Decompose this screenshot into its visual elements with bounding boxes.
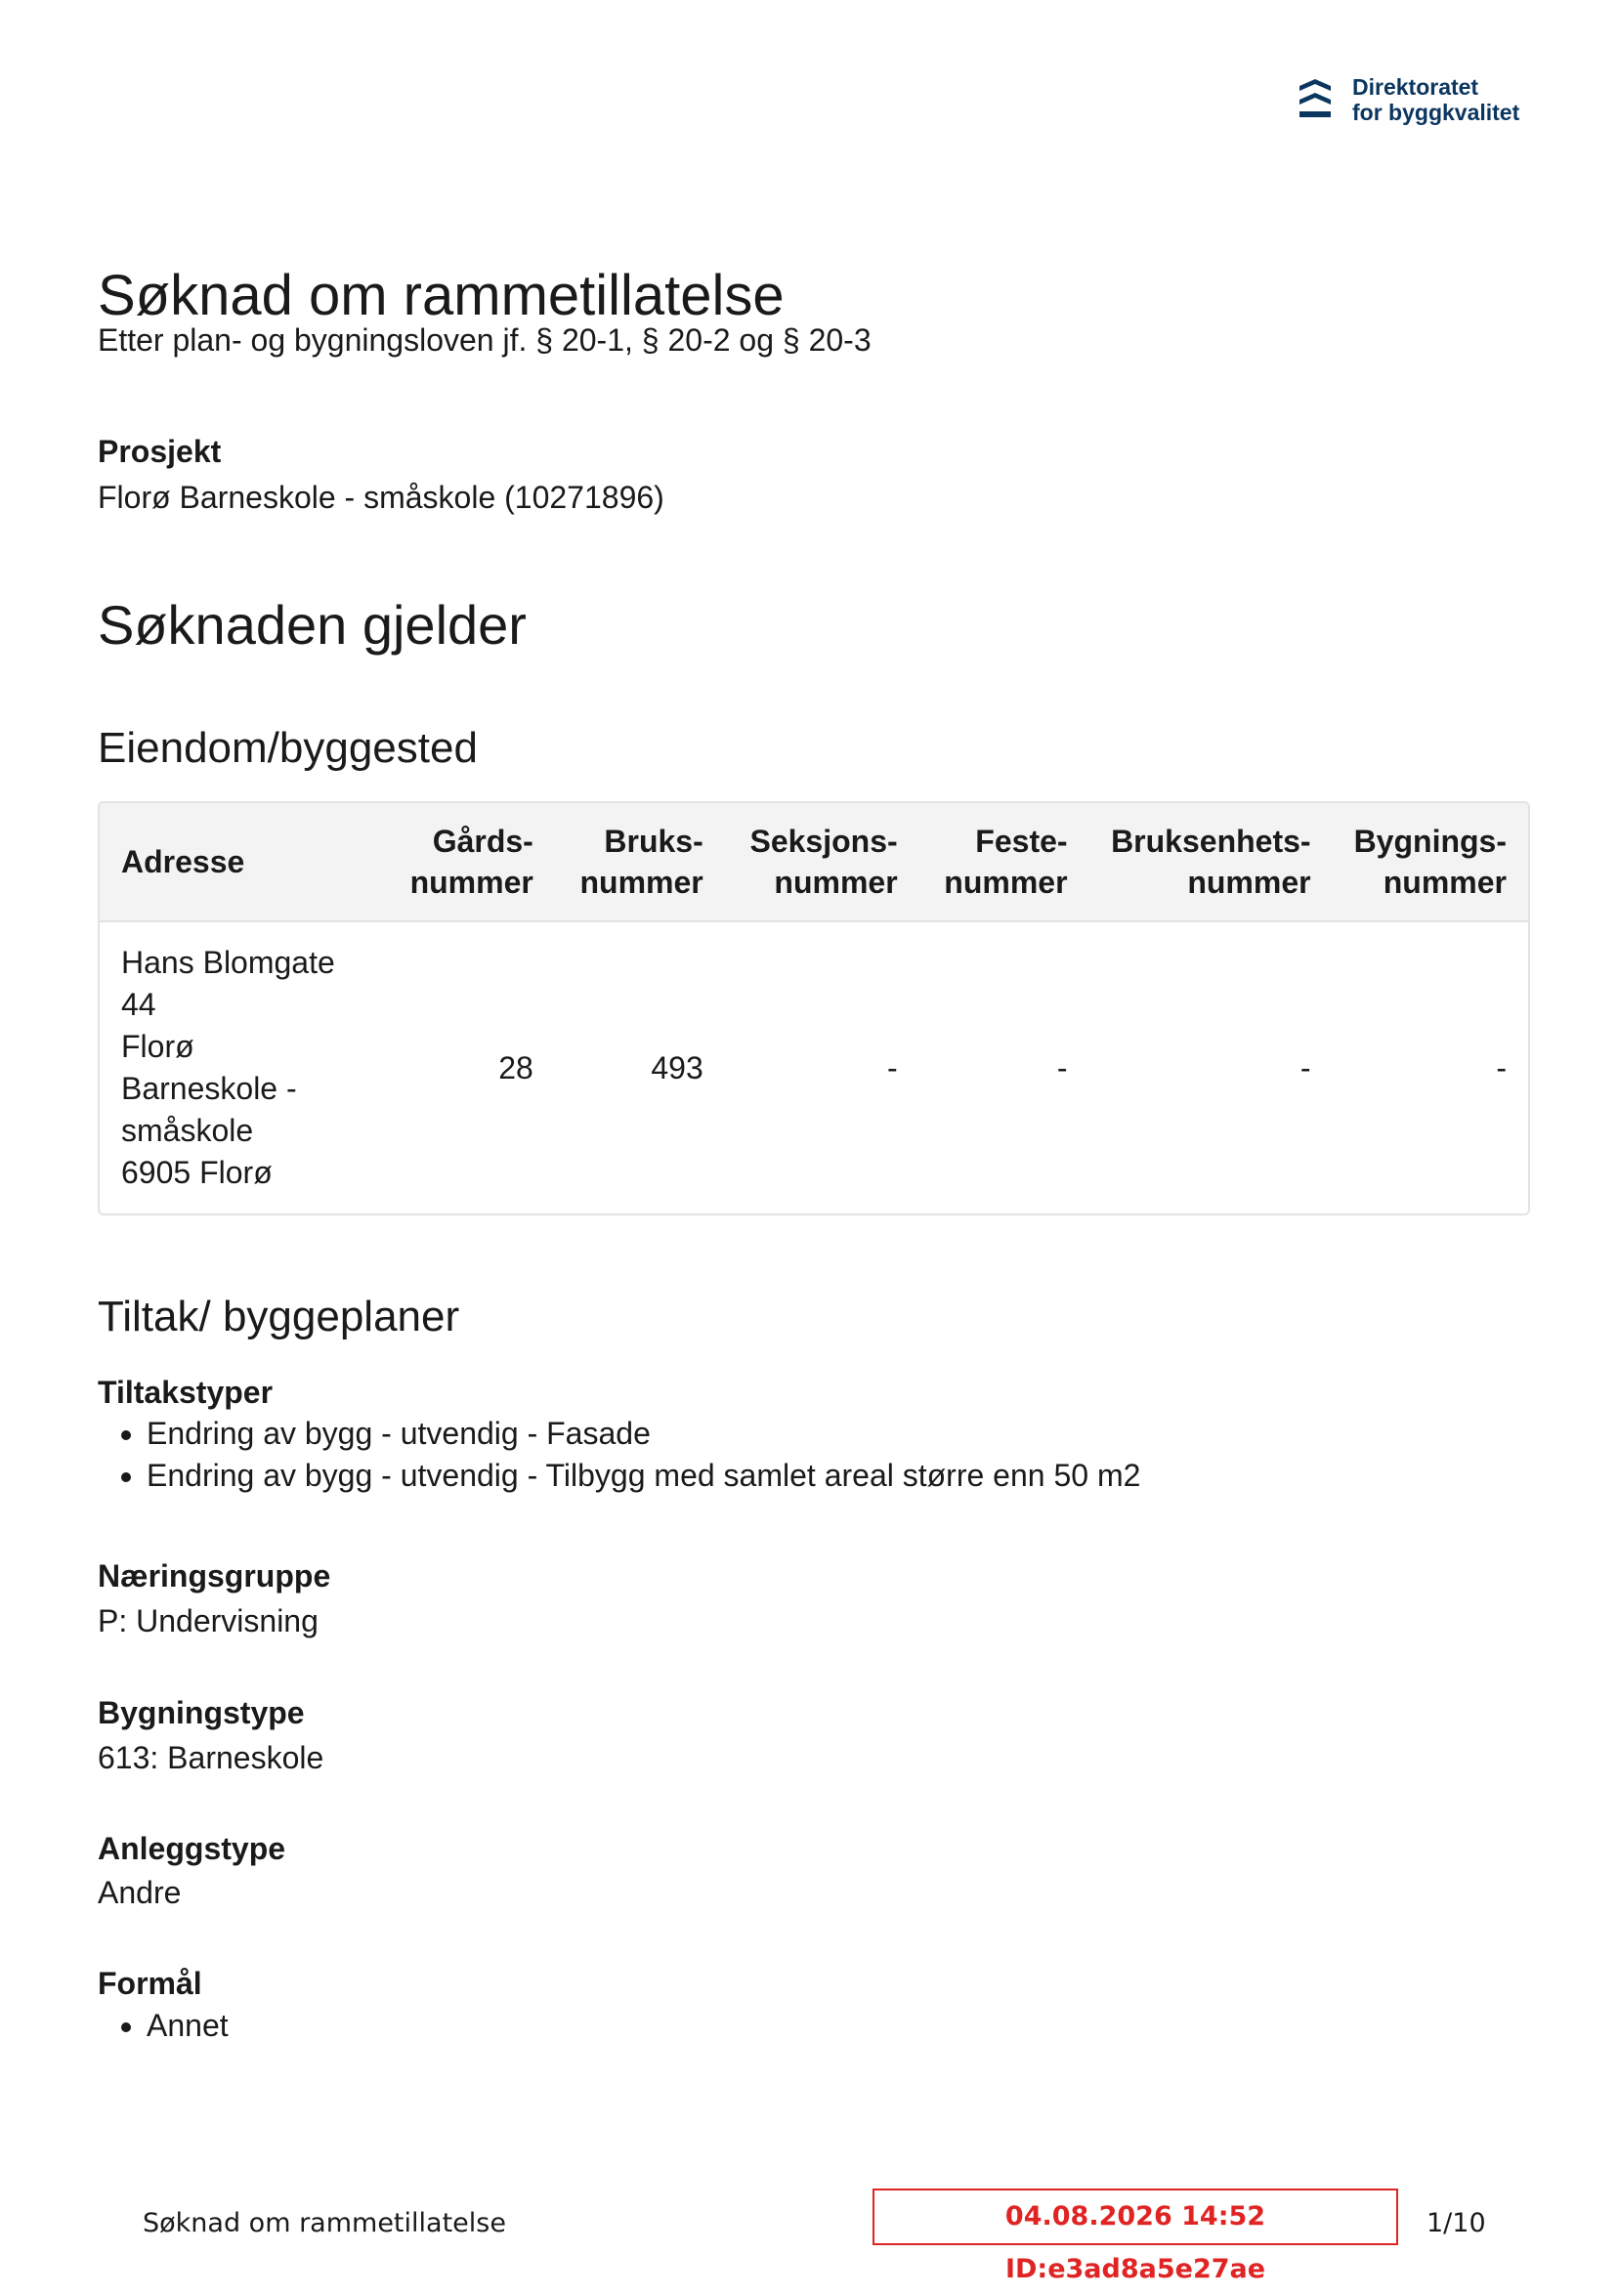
project-label: Prosjekt bbox=[98, 434, 222, 469]
document-title: Søknad om rammetillatelse bbox=[98, 264, 785, 327]
cell-gardsnummer: 28 bbox=[385, 921, 555, 1213]
cell-bygningsnummer: - bbox=[1333, 921, 1528, 1213]
column-header-bruksenhetsnummer: Bruksenhets- nummer bbox=[1111, 824, 1311, 900]
section-heading: Søknaden gjelder bbox=[98, 594, 527, 656]
column-header-gardsnummer: Gårds- nummer bbox=[409, 824, 533, 900]
column-header-adresse: Adresse bbox=[121, 844, 245, 879]
cell-adresse: Hans Blomgate 44 Florø Barneskole - småskole 6905 Florø bbox=[100, 921, 385, 1213]
property-table-header bbox=[100, 803, 1528, 921]
list-item: • Annet bbox=[147, 2005, 229, 2047]
tiltakstyper-label: Tiltakstyper bbox=[98, 1375, 274, 1410]
column-header-bruksnummer: Bruks- nummer bbox=[579, 824, 703, 900]
page-number: 1/10 bbox=[1426, 2208, 1486, 2238]
anleggstype-label: Anleggstype bbox=[98, 1831, 286, 1866]
tiltakstyper-list bbox=[98, 1413, 1140, 1497]
column-header-bygningsnummer: Bygnings- nummer bbox=[1353, 824, 1507, 900]
logo-text-line2: for byggkvalitet bbox=[1352, 100, 1520, 125]
naeringsgruppe-value: P: Undervisning bbox=[98, 1603, 319, 1638]
property-table bbox=[98, 801, 1530, 1215]
bygningstype-label: Bygningstype bbox=[98, 1695, 305, 1730]
footer-timestamp-stamp: 04.08.2026 14:52 ID:e3ad8a5e27ae bbox=[873, 2189, 1398, 2245]
cell-bruksnummer: 493 bbox=[555, 921, 725, 1213]
table-row bbox=[100, 921, 1528, 1213]
bygningstype-value: 613: Barneskole bbox=[98, 1740, 324, 1775]
naeringsgruppe-label: Næringsgruppe bbox=[98, 1558, 331, 1594]
property-heading: Eiendom/byggested bbox=[98, 724, 478, 772]
list-item: • Endring av bygg - utvendig - Fasade bbox=[147, 1413, 1140, 1455]
formal-list bbox=[98, 2005, 229, 2047]
project-value: Florø Barneskole - småskole (10271896) bbox=[98, 480, 664, 515]
dibk-logo-icon bbox=[1296, 76, 1335, 123]
footer-title: Søknad om rammetillatelse bbox=[143, 2208, 506, 2238]
column-header-festenummer: Feste- nummer bbox=[944, 824, 1068, 900]
logo-text bbox=[1352, 74, 1519, 125]
anleggstype-value: Andre bbox=[98, 1875, 182, 1910]
list-item: • Endring av bygg - utvendig - Tilbygg med samlet areal større enn 50 m2 bbox=[147, 1455, 1140, 1497]
plans-heading: Tiltak/ byggeplaner bbox=[98, 1293, 460, 1340]
dibk-logo bbox=[1296, 74, 1519, 125]
document-subtitle: Etter plan- og bygningsloven jf. § 20-1, § 20-2 og § 20-3 bbox=[98, 322, 872, 358]
cell-seksjonsnummer: - bbox=[725, 921, 919, 1213]
formal-label: Formål bbox=[98, 1966, 202, 2001]
column-header-seksjonsnummer: Seksjons- nummer bbox=[749, 824, 898, 900]
cell-festenummer: - bbox=[919, 921, 1089, 1213]
logo-text-line1: Direktoratet bbox=[1352, 74, 1479, 100]
cell-bruksenhetsnummer: - bbox=[1089, 921, 1333, 1213]
